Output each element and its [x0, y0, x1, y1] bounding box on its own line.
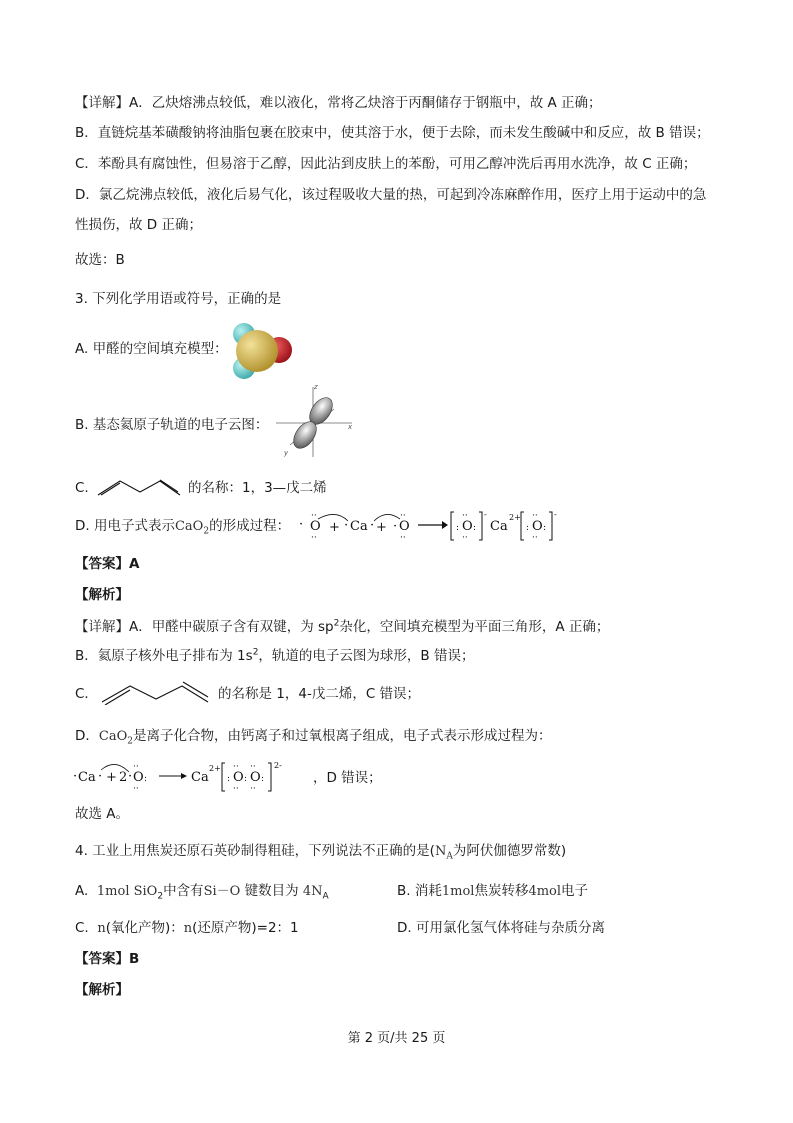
svg-text:··: ·· [462, 533, 468, 543]
axis-y-label: y [284, 449, 289, 457]
svg-text:O: O [233, 770, 244, 785]
svg-text:Ca: Ca [78, 770, 96, 785]
option-3a: A. 甲醛的空间填充模型： [75, 341, 228, 357]
svg-text:O: O [462, 519, 473, 534]
svg-text:2+: 2+ [209, 764, 221, 773]
svg-text:Ca: Ca [191, 770, 209, 785]
option-4c: C. n(氧化产物)：n(还原产物)=2：1 [75, 920, 299, 936]
analysis-label: 【解析】 [75, 587, 129, 603]
option-4a: A. 1mol SiO$_2$中含有Si－O 键数目为 $4N_A$ [75, 883, 329, 902]
explanation-line-a: 【详解】A．乙炔熔沸点较低，难以液化，常将乙炔溶于丙酮储存于钢瓶中，故 A 正确； [75, 95, 602, 111]
explanation-line-c: C．苯酚具有腐蚀性，但易溶于乙醇，因此沾到皮肤上的苯酚，可用乙醇冲洗后再用水洗净，故 C 正确； [75, 156, 697, 172]
svg-text::: : [543, 523, 547, 533]
detail-line-a: 【详解】A．甲醛中碳原子含有双键，为 $sp^2$杂化，空间填充模型为平面三角形，A 正确； [75, 618, 610, 635]
svg-text:+: + [376, 520, 387, 535]
detail-line-c-text: 的名称是 1，4-戊二烯，C 错误； [218, 686, 421, 702]
svg-text:··: ·· [532, 533, 538, 543]
svg-text:·: · [73, 769, 78, 784]
svg-text::: : [227, 774, 231, 784]
cao2-formula: CaO$_2$ [174, 519, 210, 537]
svg-text:·: · [344, 518, 349, 533]
axis-x-label: x [348, 423, 353, 431]
analysis-label-2: 【解析】 [75, 982, 129, 998]
svg-text::: : [456, 523, 460, 533]
calcium-ion-symbol: Ca [490, 519, 508, 534]
svg-text:··: ·· [532, 511, 538, 521]
svg-text:O: O [532, 519, 543, 534]
svg-text:-: - [484, 510, 487, 519]
skeletal-formula-pentadiene-detail [100, 681, 212, 705]
svg-text:··: ·· [133, 762, 139, 772]
answer-label-2: 【答案】B [75, 951, 140, 967]
explanation-line-d-cont: 性损伤，故 D 正确； [75, 217, 202, 233]
option-4d: D. 可用氯化氢气体将硅与杂质分离 [397, 920, 605, 936]
option-3b: B. 基态氦原子轨道的电子云图： [75, 417, 269, 433]
explanation-line-d: D．氯乙烷沸点较低，液化后易气化，该过程吸收大量的热，可起到冷冻麻醉作用，医疗上用于运动中的急 [75, 187, 707, 203]
question-4-title: 4. 工业上用焦炭还原石英砂制得粗硅，下列说法不正确的是($N_A$为阿伏伽德罗常数) [75, 843, 567, 862]
electron-formula-correct [73, 758, 313, 796]
choice-summary-2: 故选 A。 [75, 806, 130, 822]
svg-text:2+: 2+ [509, 513, 521, 522]
svg-text:··: ·· [311, 511, 317, 521]
detail-line-d: D．CaO$_2$是离子化合物，由钙离子和过氧根离子组成，电子式表示形成过程为： [75, 728, 552, 747]
svg-text:·: · [299, 517, 304, 532]
svg-text:O: O [133, 770, 144, 785]
svg-text:··: ·· [462, 511, 468, 521]
svg-text:·: · [393, 519, 398, 534]
answer-label: 【答案】A [75, 556, 140, 572]
detail-line-d-end: ，D 错误； [313, 770, 382, 786]
cao2-formula-detail: CaO$_2$ [98, 729, 133, 747]
electron-formula-option-d [296, 507, 566, 545]
svg-text:··: ·· [133, 784, 139, 794]
avogadro-symbol: $N_A$ [434, 844, 453, 862]
svg-text:··: ·· [233, 784, 239, 794]
svg-text:··: ·· [311, 533, 317, 543]
svg-text:··: ·· [250, 784, 256, 794]
question-3-title: 3. 下列化学用语或符号，正确的是 [75, 291, 282, 307]
p-orbital-electron-cloud [268, 383, 358, 461]
svg-text:··: ·· [250, 762, 256, 772]
svg-text::: : [526, 523, 530, 533]
oxygen-symbol-left: O [310, 519, 321, 534]
svg-text:··: ·· [233, 762, 239, 772]
option-3c-text: 的名称：1，3—戊二烯 [188, 480, 327, 496]
option-4b: B. 消耗1mol焦炭转移4mol电子 [397, 883, 589, 899]
svg-text:2-: 2- [274, 761, 282, 770]
calcium-symbol: Ca [350, 519, 368, 534]
oxygen-symbol-right: O [399, 519, 410, 534]
svg-text:··: ·· [400, 533, 406, 543]
svg-text::: : [144, 774, 148, 784]
axis-z-label: z [314, 383, 318, 391]
explanation-line-b: B．直链烷基苯磺酸钠将油脂包裹在胶束中，使其溶于水，便于去除，而未发生酸碱中和反应，故 B 错误； [75, 125, 710, 141]
carbon-atom [236, 330, 278, 372]
skeletal-formula-pentadiene [96, 476, 186, 498]
formaldehyde-space-filling-model [230, 320, 300, 382]
page-footer: 第 2 页/共 25 页 [347, 1031, 446, 1046]
svg-text:·: · [370, 518, 375, 533]
svg-text:O: O [250, 770, 261, 785]
svg-text:-: - [554, 510, 557, 519]
svg-text:2: 2 [119, 770, 128, 785]
detail-line-b: B．氦原子核外电子排布为 $1s^2$，轨道的电子云图为球形，B 错误； [75, 647, 475, 664]
detail-line-c-label: C． [75, 686, 98, 702]
svg-text::: : [473, 523, 477, 533]
svg-text::: : [244, 774, 248, 784]
svg-text::: : [261, 774, 265, 784]
svg-text:·: · [128, 769, 133, 784]
svg-text:+: + [329, 520, 340, 535]
svg-text:+: + [106, 770, 117, 785]
choice-summary: 故选：B [75, 252, 125, 268]
svg-text:··: ·· [400, 511, 406, 521]
svg-text:·: · [98, 769, 103, 784]
option-3c-label: C. [75, 480, 89, 496]
option-3d: D. 用电子式表示CaO$_2$的形成过程： [75, 518, 291, 537]
